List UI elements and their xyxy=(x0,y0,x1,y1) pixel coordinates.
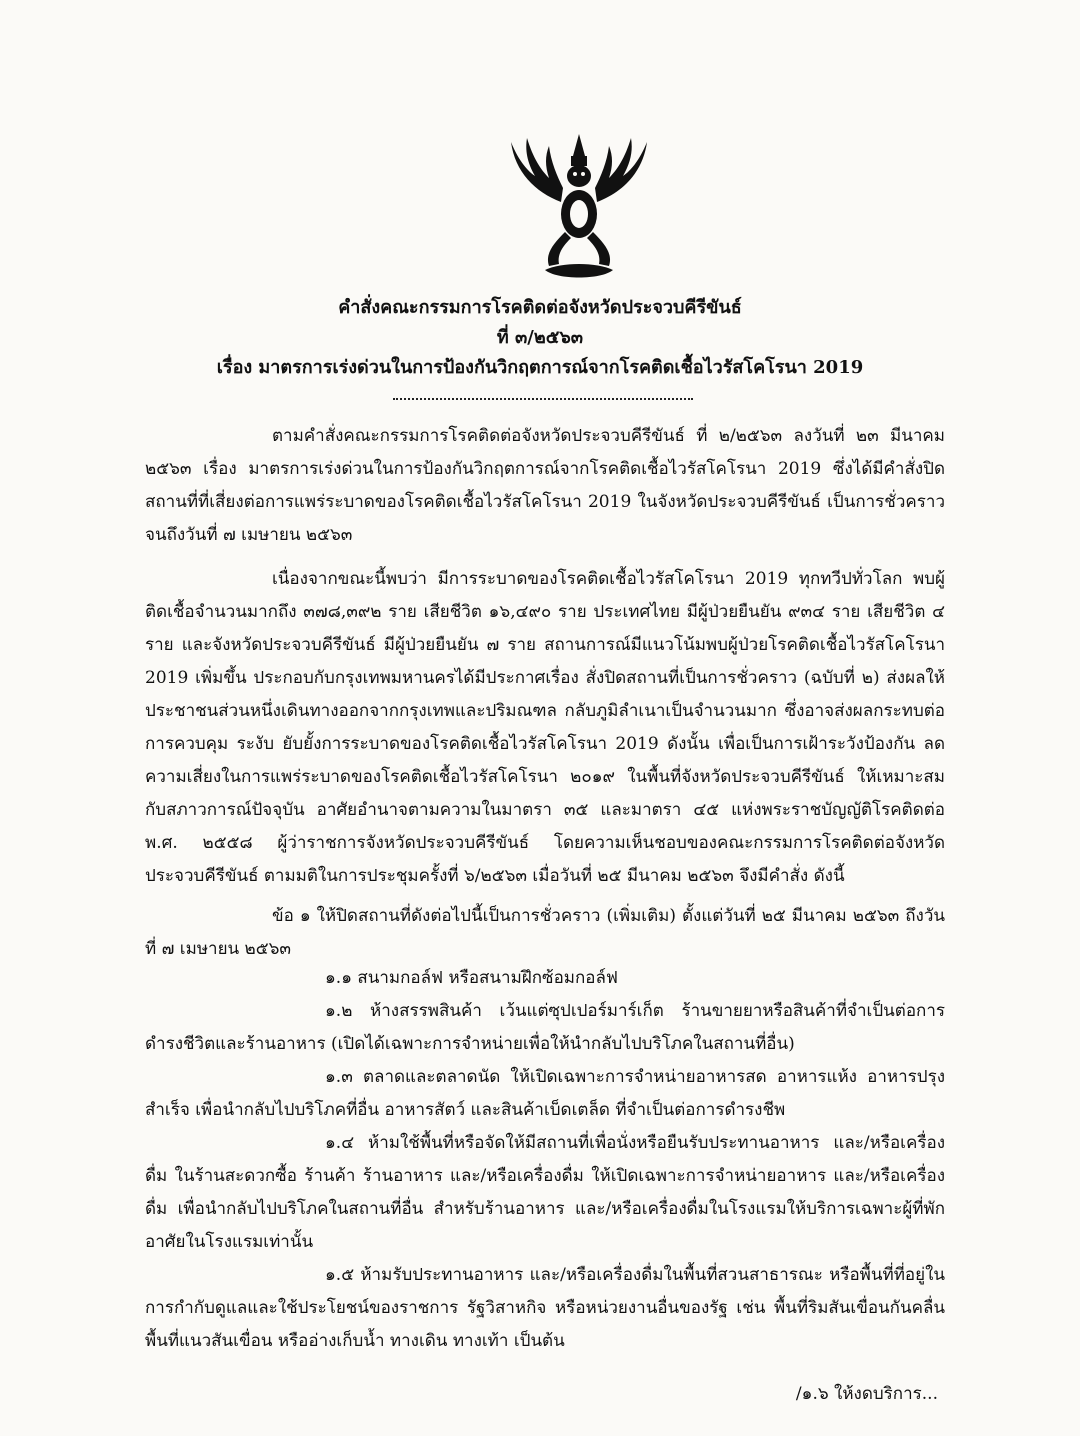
paragraph-situation xyxy=(145,563,945,893)
dotted-divider xyxy=(393,398,693,400)
paragraph-text: ตามคำสั่งคณะกรรมการโรคติดต่อจังหวัดประจวบคีรีขันธ์ ที่ ๒/๒๕๖๓ ลงวันที่ ๒๓ มีนาคม ๒๕๖๓ เรื่อง มาตรการเร่งด่วนในการป้องกันวิกฤตการณ์จากโรคติดเชื้อไวรัสโคโรนา 2019 ซึ่งได้มีคำสั่งปิดสถานที่ที่เสี่ยงต่อการแพร่ระบาดของโรคติดเชื้อไวรัสโคโรนา 2019 ในจังหวัดประจวบคีรีขันธ์ เป็นการชั่วคราว จนถึงวันที่ ๗ เมษายน ๒๕๖๓ xyxy=(145,426,945,545)
list-item: ๑.๑ สนามกอล์ฟ หรือสนามฝึกซ้อมกอล์ฟ xyxy=(325,968,618,988)
paragraph-clause-1 xyxy=(145,900,945,966)
list-item: ๑.๓ ตลาดและตลาดนัด ให้เปิดเฉพาะการจำหน่ายอาหารสด อาหารแห้ง อาหารปรุงสำเร็จ เพื่อนำกลับไปบริโภคที่อื่น อาหารสัตว์ และสินค้าเบ็ดเตล็ด ที่จำเป็นต่อการดำรงชีพ xyxy=(145,1067,945,1120)
order-number: ที่ ๓/๒๕๖๓ xyxy=(496,327,584,348)
order-title: คำสั่งคณะกรรมการโรคติดต่อจังหวัดประจวบคีรีขันธ์ xyxy=(338,297,742,318)
paragraph-reference xyxy=(145,420,945,552)
order-subject: เรื่อง มาตรการเร่งด่วนในการป้องกันวิกฤตการณ์จากโรคติดเชื้อไวรัสโคโรนา 2019 xyxy=(216,357,864,378)
paragraph-text: ข้อ ๑ ให้ปิดสถานที่ดังต่อไปนี้เป็นการชั่วคราว (เพิ่มเติม) ตั้งแต่วันที่ ๒๕ มีนาคม ๒๕๖๓ ถึงวันที่ ๗ เมษายน ๒๕๖๓ xyxy=(145,906,945,959)
paragraph-text: เนื่องจากขณะนี้พบว่า มีการระบาดของโรคติดเชื้อไวรัสโคโรนา 2019 ทุกทวีปทั่วโลก พบผู้ติดเชื้อจำนวนมากถึง ๓๗๘,๓๙๒ ราย เสียชีวิต ๑๖,๔๙๐ ราย ประเทศไทย มีผู้ป่วยยืนยัน ๙๓๔ ราย เสียชีวิต ๔ ราย และจังหวัดประจวบคีรีขันธ์ มีผู้ป่วยยืนยัน ๗ ราย สถานการณ์มีแนวโน้มพบผู้ป่วยโรคติดเชื้อไวรัสโคโรนา 2019 เพิ่มขึ้น ประกอบกับกรุงเทพมหานครได้มีประกาศเรื่อง สั่งปิดสถานที่เป็นการชั่วคราว (ฉบับที่ ๒) ส่งผลให้ประชาชนส่วนหนึ่งเดินทางออกจากกรุงเทพและปริมณฑล กลับภูมิลำเนาเป็นจำนวนมาก ซึ่งอาจส่งผลกระทบต่อการควบคุม ระงับ ยับยั้งการระบาดของโรคติดเชื้อไวรัสโคโรนา 2019 ดังนั้น เพื่อเป็นการเฝ้าระวังป้องกัน ลดความเสี่ยงในการแพร่ระบาดของโรคติดเชื้อไวรัสโคโรนา ๒๐๑๙ ในพื้นที่จังหวัดประจวบคีรีขันธ์ ให้เหมาะสมกับสภาวการณ์ปัจจุบัน อาศัยอำนาจตามความในมาตรา ๓๕ และมาตรา ๔๕ แห่งพระราชบัญญัติโรคติดต่อ พ.ศ. ๒๕๕๘ ผู้ว่าราชการจังหวัดประจวบคีรีขันธ์ โดยความเห็นชอบของคณะกรรมการโรคติดต่อจังหวัดประจวบคีรีขันธ์ ตามมติในการประชุมครั้งที่ ๖/๒๕๖๓ เมื่อวันที่ ๒๕ มีนาคม ๒๕๖๓ จึงมีคำสั่ง ดังนี้ xyxy=(145,569,945,886)
clause-items-list xyxy=(145,962,945,1358)
list-item: ๑.๕ ห้ามรับประทานอาหาร และ/หรือเครื่องดื่มในพื้นที่สวนสาธารณะ หรือพื้นที่ที่อยู่ในการกำกับดูแลและใช้ประโยชน์ของราชการ รัฐวิสาหกิจ หรือหน่วยงานอื่นของรัฐ เช่น พื้นที่ริมสันเขื่อนกันคลื่น พื้นที่แนวสันเขื่อน หรืออ่างเก็บน้ำ ทางเดิน ทางเท้า เป็นต้น xyxy=(145,1265,945,1351)
list-item: ๑.๒ ห้างสรรพสินค้า เว้นแต่ซุปเปอร์มาร์เก็ต ร้านขายยาหรือสินค้าที่จำเป็นต่อการดำรงชีวิตและร้านอาหาร (เปิดได้เฉพาะการจำหน่ายเพื่อให้นำกลับไปบริโภคในสถานที่อื่น) xyxy=(145,1001,945,1054)
list-item: ๑.๔ ห้ามใช้พื้นที่หรือจัดให้มีสถานที่เพื่อนั่งหรือยืนรับประทานอาหาร และ/หรือเครื่องดื่ม ในร้านสะดวกซื้อ ร้านค้า ร้านอาหาร และ/หรือเครื่องดื่ม ให้เปิดเฉพาะการจำหน่ายอาหาร และ/หรือเครื่องดื่ม เพื่อนำกลับไปบริโภคในสถานที่อื่น สำหรับร้านอาหาร และ/หรือเครื่องดื่มในโรงแรมให้บริการเฉพาะผู้ที่พักอาศัยในโรงแรมเท่านั้น xyxy=(145,1133,945,1252)
continuation-note: /๑.๖ ให้งดบริการ... xyxy=(795,1384,938,1404)
garuda-emblem-icon xyxy=(505,132,653,282)
